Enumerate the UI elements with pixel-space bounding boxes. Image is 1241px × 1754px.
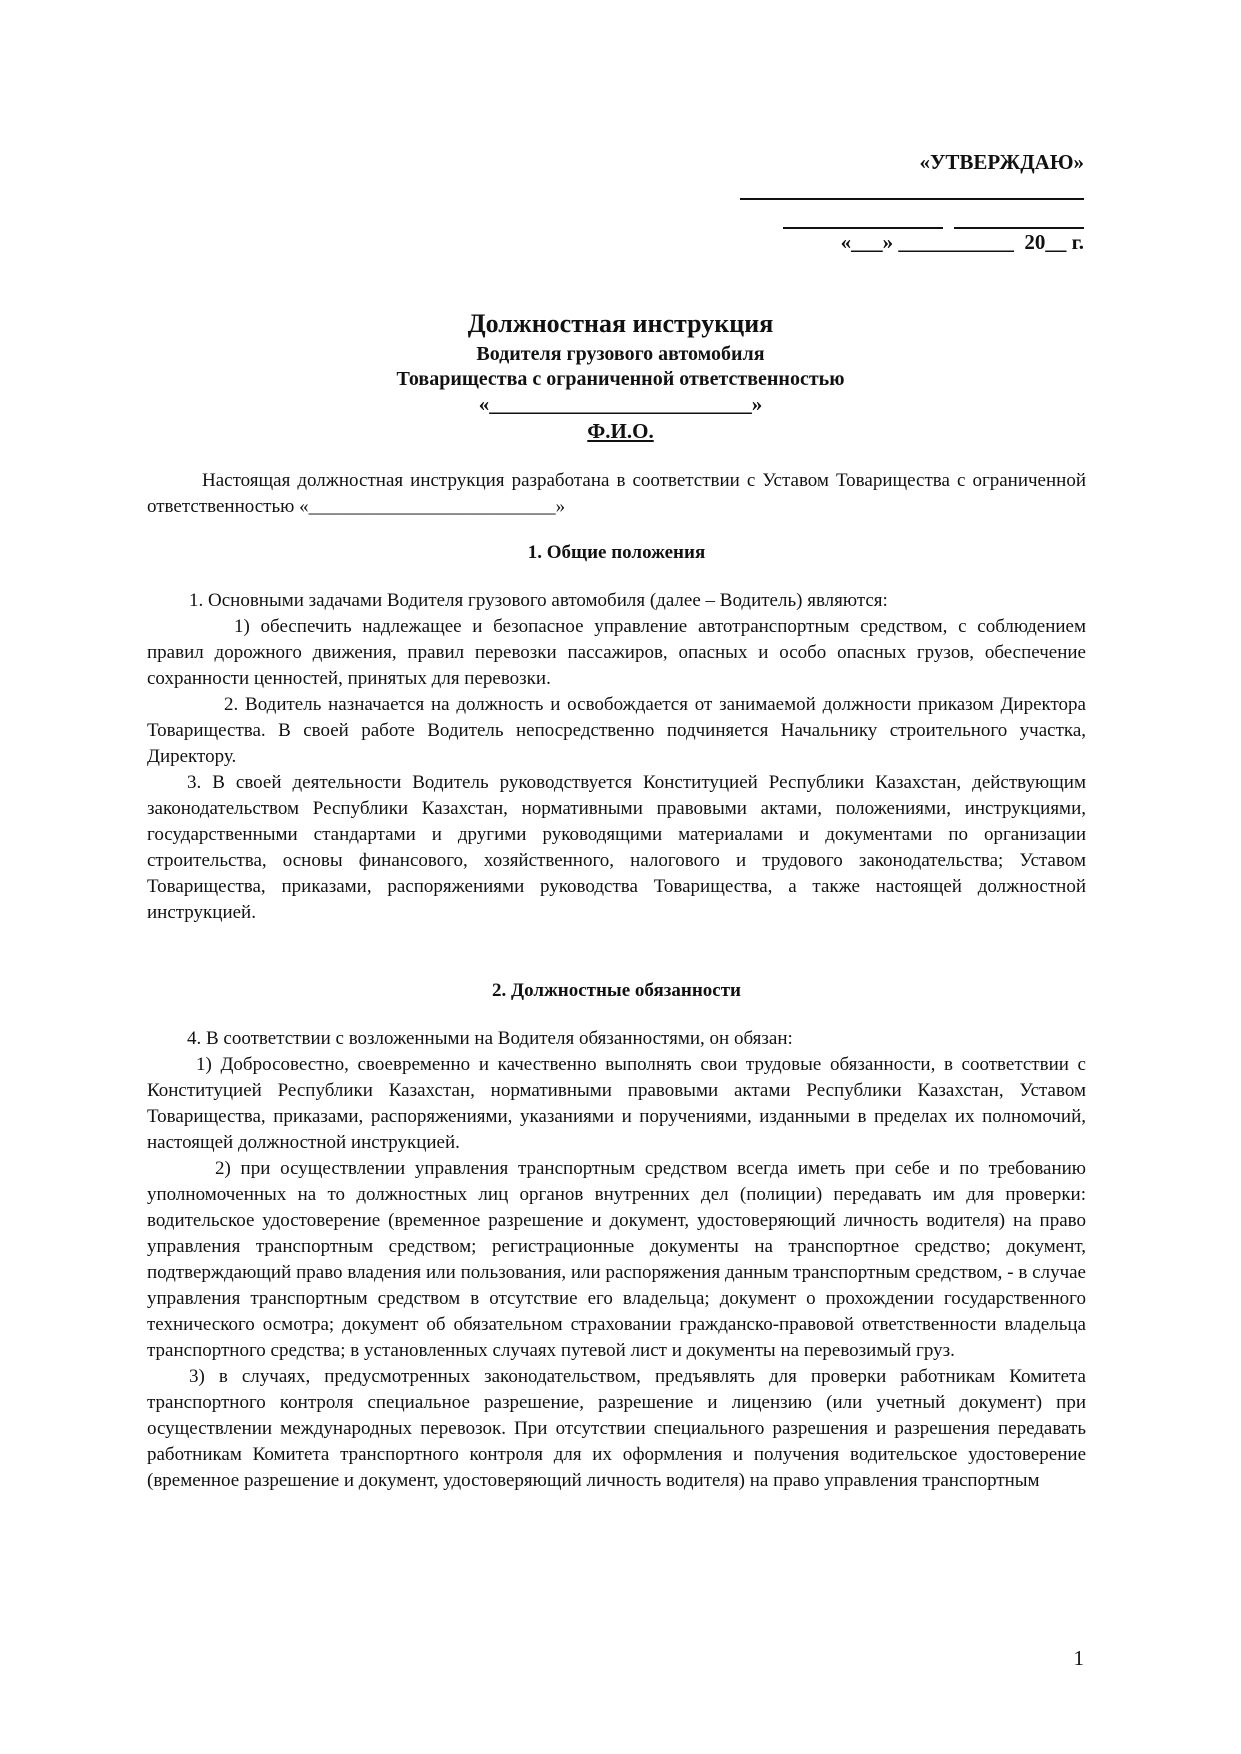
paragraph-4-3: 3) в случаях, предусмотренных законодательством, предъявлять для проверки работникам Комитета транспортного контроля специальное разрешение, разрешение и лицензию (или учетный документ) при осуществлении международных перевозок. При отсутствии специального разрешения и разрешения передавать работникам Комитета транспортного контроля для их оформления и получения водительское удостоверение (временное разрешение и документ, удостоверяющий личность водителя) на право управления транспортным bbox=[147, 1366, 1086, 1491]
section-heading-general: 1. Общие положения bbox=[527, 542, 706, 563]
approval-position-line bbox=[954, 227, 1084, 229]
company-name-blank: «_________________________» bbox=[478, 392, 763, 416]
paragraph-3: 3. В своей деятельности Водитель руководствуется Конституцией Республики Казахстан, действующим законодательством Республики Казахстан, нормативными правовыми актами, положениями, инструкциями, государственными стандартами и другими руководящими материалами и документами по организации строительства, основы финансового, хозяйственного, налогового и трудового законодательства; Уставом Товарищества, приказами, распоряжениями руководства Товарищества, а также настоящей должностной инструкцией. bbox=[147, 772, 1086, 923]
paragraph-2: 2. Водитель назначается на должность и освобождается от занимаемой должности приказом Директора Товарищества. В своей работе Водитель непосредственно подчиняется Начальнику строительного участка, Директору. bbox=[147, 694, 1086, 767]
section-heading-duties: 2. Должностные обязанности bbox=[492, 980, 741, 1001]
paragraph-4-2: 2) при осуществлении управления транспортным средством всегда иметь при себе и по требованию уполномоченных на то должностных лиц органов внутренних дел (полиции) передавать им для проверки: водительское удостоверение (временное разрешение и документ, удостоверяющий личность водителя) на право управления транспортным средством; регистрационные документы на транспортное средство; документ, подтверждающий право владения или пользования, или распоряжения данным транспортным средством, - в случае управления транспортным средством в отсутствие его владельца; документ о прохождении государственного технического осмотра; документ об обязательном страховании гражданско-правовой ответственности владельца транспортного средства; в установленных случаях путевой лист и документы на перевозимый груз. bbox=[147, 1158, 1086, 1361]
fio-label: Ф.И.О. bbox=[587, 419, 654, 443]
intro-paragraph: Настоящая должностная инструкция разработана в соответствии с Уставом Товарищества с ограниченной ответственностью «__________________________» bbox=[147, 470, 1086, 517]
paragraph-1: 1. Основными задачами Водителя грузового автомобиля (далее – Водитель) являются: bbox=[189, 590, 888, 611]
paragraph-4: 4. В соответствии с возложенными на Водителя обязанностями, он обязан: bbox=[187, 1028, 793, 1049]
approval-date: «___» ___________ 20__ г. bbox=[840, 230, 1084, 254]
title-block bbox=[0, 306, 1241, 445]
page-title: Должностная инструкция bbox=[467, 309, 774, 338]
approval-title: «УТВЕРЖДАЮ» bbox=[919, 150, 1084, 174]
approval-name-line bbox=[783, 227, 943, 229]
paragraph-1-1: 1) обеспечить надлежащее и безопасное управление автотранспортным средством, с соблюдением правил дорожного движения, правил перевозки пассажиров, опасных и особо опасных грузов, обеспечение сохранности ценностей, принятых для перевозки. bbox=[147, 616, 1086, 689]
document-body bbox=[147, 468, 1086, 1494]
approval-block bbox=[740, 150, 1084, 254]
approval-signature-line bbox=[740, 198, 1084, 200]
page-subtitle-company: Товарищества с ограниченной ответственностью bbox=[396, 368, 845, 390]
paragraph-4-1: 1) Добросовестно, своевременно и качественно выполнять свои трудовые обязанности, в соответствии с Конституцией Республики Казахстан, нормативными правовыми актами Республики Казахстан, Уставом Товарищества, приказами, распоряжениями, указаниями и поручениями, изданными в пределах их полномочий, настоящей должностной инструкцией. bbox=[147, 1054, 1086, 1153]
page-subtitle-position: Водителя грузового автомобиля bbox=[476, 343, 765, 365]
page-number: 1 bbox=[1073, 1646, 1084, 1670]
